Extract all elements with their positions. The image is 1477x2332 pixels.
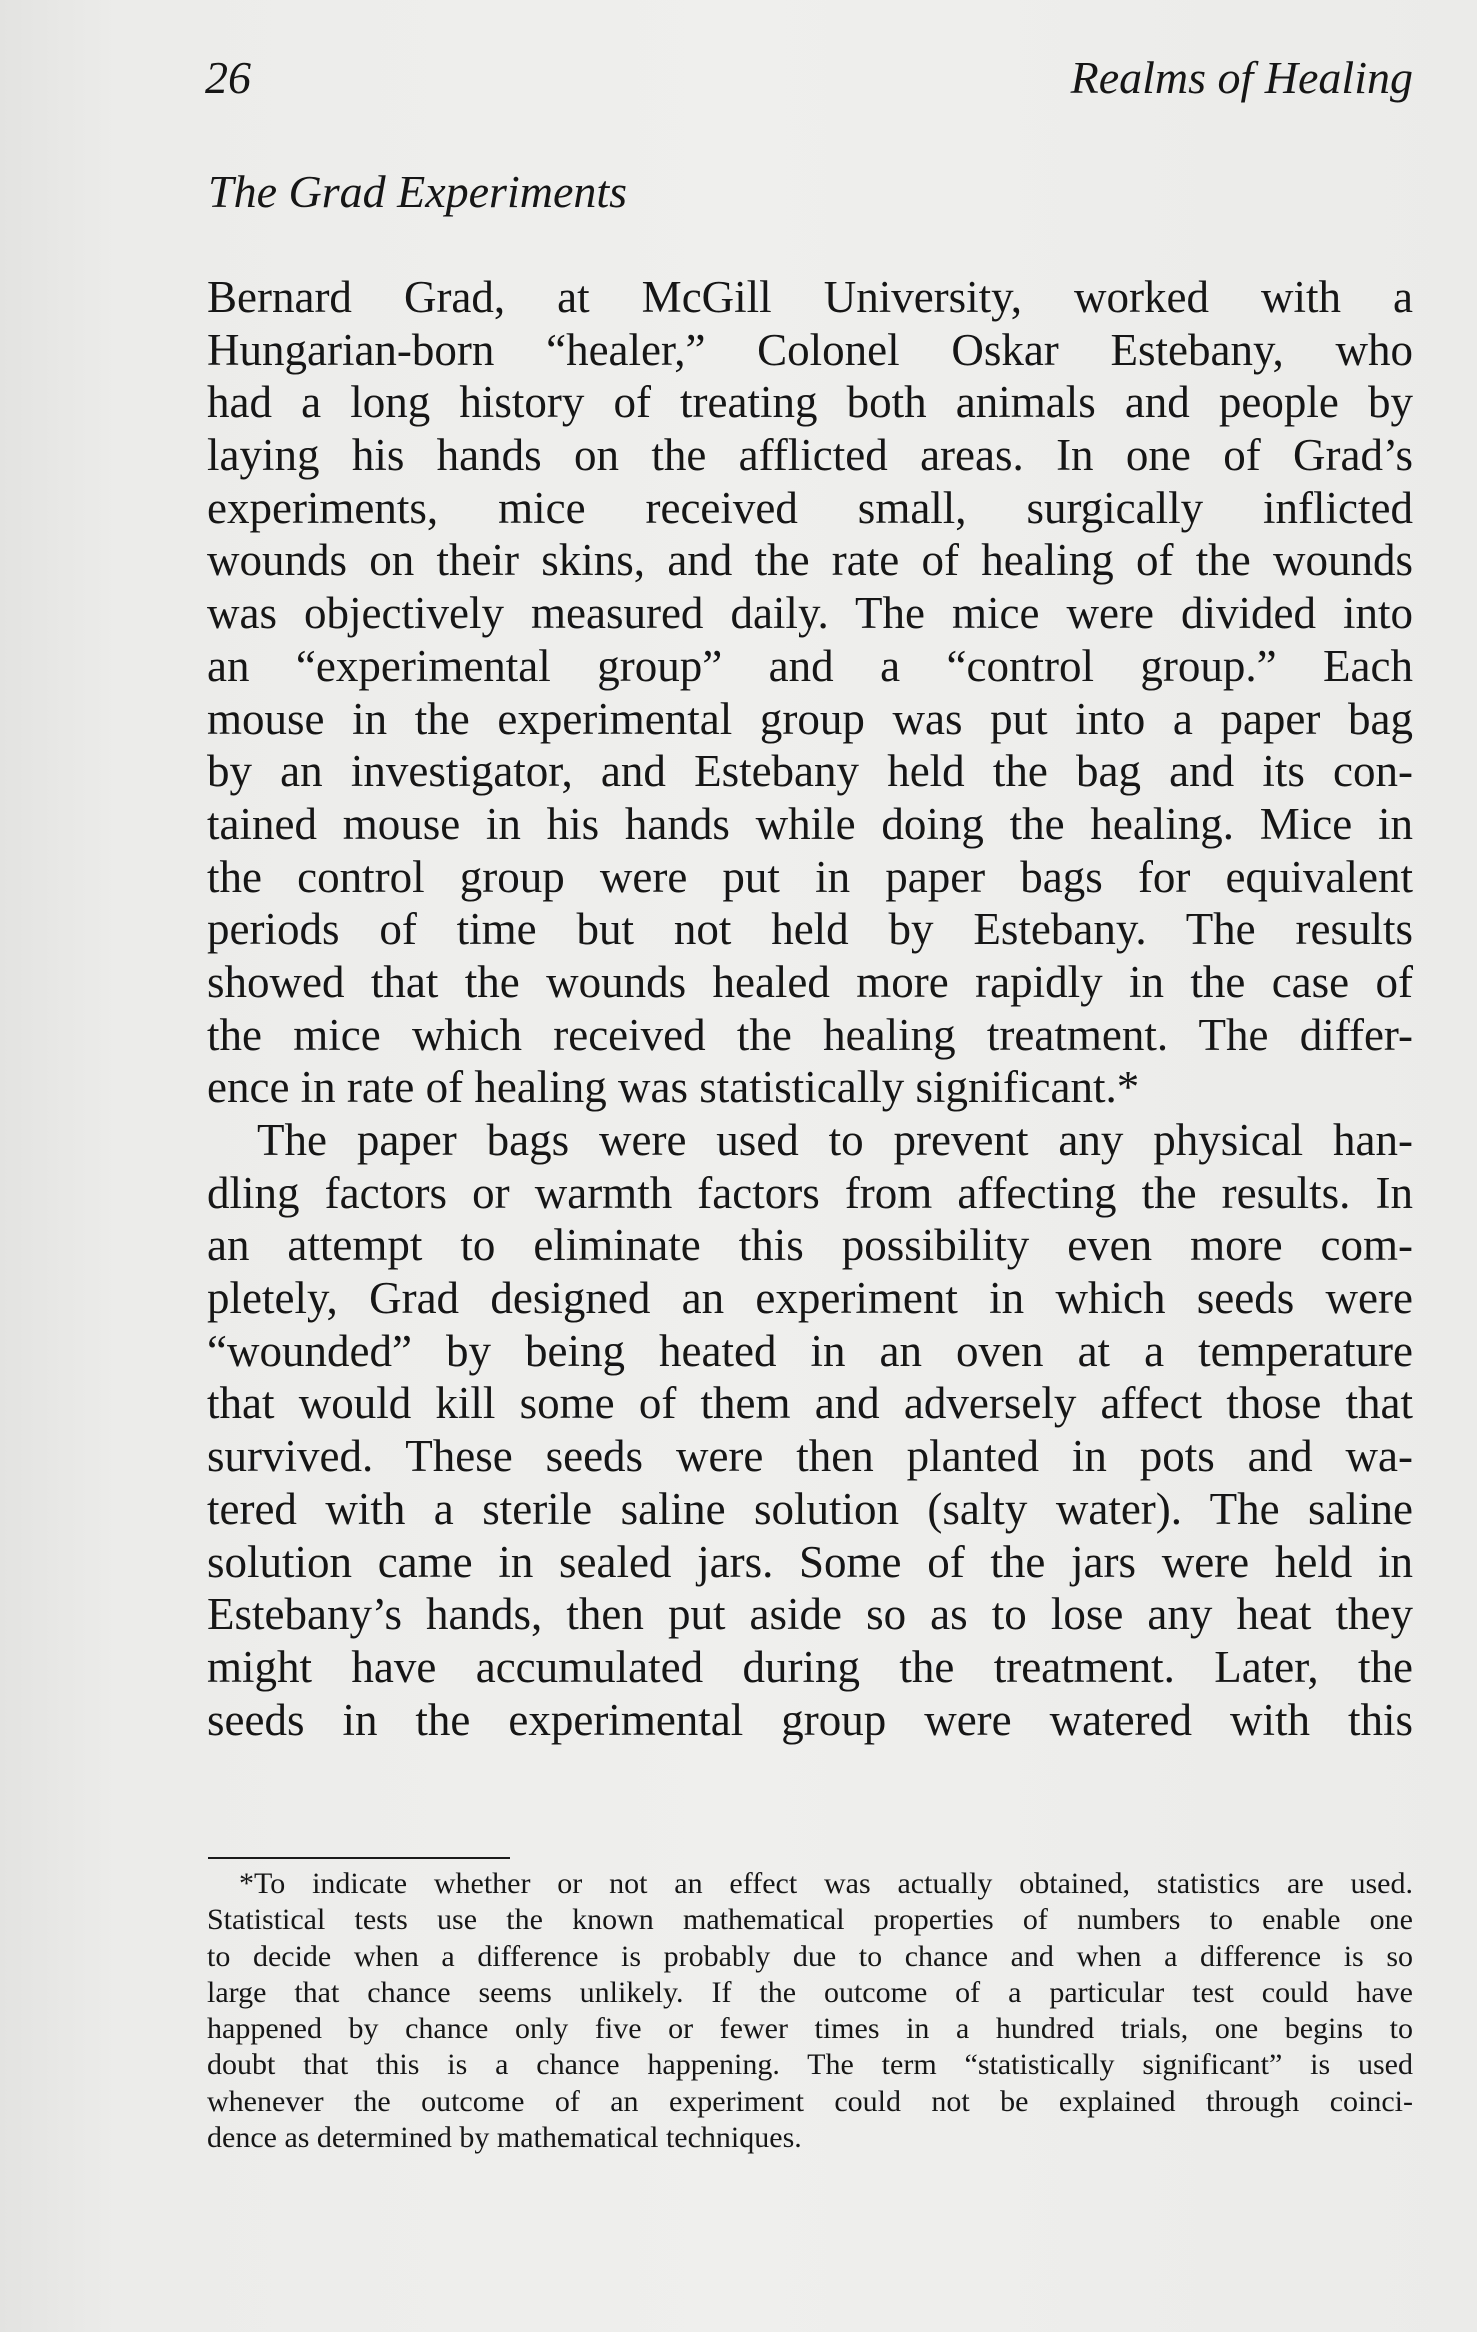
text-line: Hungarian-born “healer,” Colonel Oskar Estebany, who xyxy=(207,324,1413,375)
text-line: The paper bags were used to prevent any physical han- xyxy=(257,1115,1413,1165)
section-heading: The Grad Experiments xyxy=(208,166,628,217)
footnote-divider xyxy=(208,1857,510,1859)
text-line: solution came in sealed jars. Some of the jars were held in xyxy=(207,1536,1413,1587)
text-line: seeds in the experimental group were watered with this xyxy=(207,1694,1413,1745)
page-header xyxy=(205,48,1413,108)
running-head: Realms of Healing xyxy=(1070,52,1413,103)
text-line: wounds on their skins, and the rate of healing of the wounds xyxy=(207,535,1413,586)
footnote-line: Statistical tests use the known mathematical properties of numbers to enable one xyxy=(207,1903,1413,1937)
footnote-line: large that chance seems unlikely. If the outcome of a particular test could have xyxy=(207,1975,1413,2009)
footnote-line: whenever the outcome of an experiment could not be explained through coinci- xyxy=(207,2084,1413,2118)
text-line: Bernard Grad, at McGill University, worked with a xyxy=(207,272,1413,322)
text-line: experiments, mice received small, surgically inflicted xyxy=(207,482,1413,533)
text-line: the control group were put in paper bags for equivalent xyxy=(207,851,1413,902)
text-line: had a long history of treating both animals and people by xyxy=(207,377,1413,428)
text-line: the mice which received the healing treatment. The differ- xyxy=(207,1009,1413,1060)
text-line: an “experimental group” and a “control group.” Each xyxy=(207,640,1413,691)
footnote-line: doubt that this is a chance happening. The term “statistically significant” is used xyxy=(207,2048,1413,2082)
text-line: by an investigator, and Estebany held the bag and its con- xyxy=(207,746,1413,797)
footnote-line: dence as determined by mathematical techniques. xyxy=(207,2121,802,2155)
text-line: pletely, Grad designed an experiment in which seeds were xyxy=(207,1273,1413,1324)
text-line: dling factors or warmth factors from affecting the results. In xyxy=(207,1167,1413,1218)
text-line: might have accumulated during the treatment. Later, the xyxy=(207,1641,1413,1692)
page-number: 26 xyxy=(205,52,251,103)
text-line: laying his hands on the afflicted areas. In one of Grad’s xyxy=(207,430,1413,481)
footnote-line: *To indicate whether or not an effect was actually obtained, statistics are used. xyxy=(239,1867,1413,1900)
text-line: “wounded” by being heated in an oven at a temperature xyxy=(207,1325,1413,1376)
text-line: Estebany’s hands, then put aside so as to lose any heat they xyxy=(207,1589,1413,1640)
text-line: ence in rate of healing was statistically significant.* xyxy=(207,1062,1140,1113)
text-line: showed that the wounds healed more rapidly in the case of xyxy=(207,956,1413,1007)
text-line: was objectively measured daily. The mice were divided into xyxy=(207,588,1413,639)
text-line: that would kill some of them and adversely affect those that xyxy=(207,1378,1413,1429)
body-text xyxy=(207,271,1413,1746)
text-line: survived. These seeds were then planted in pots and wa- xyxy=(207,1431,1413,1482)
footnote-line: happened by chance only five or fewer times in a hundred trials, one begins to xyxy=(207,2012,1413,2046)
text-line: tained mouse in his hands while doing the healing. Mice in xyxy=(207,798,1413,849)
footnote-line: to decide when a difference is probably due to chance and when a difference is so xyxy=(207,1939,1413,1973)
text-line: an attempt to eliminate this possibility even more com- xyxy=(207,1220,1413,1271)
footnote xyxy=(207,1866,1413,2156)
text-line: mouse in the experimental group was put into a paper bag xyxy=(207,693,1413,744)
text-line: periods of time but not held by Estebany. The results xyxy=(207,904,1413,955)
text-line: tered with a sterile saline solution (salty water). The saline xyxy=(207,1483,1413,1534)
